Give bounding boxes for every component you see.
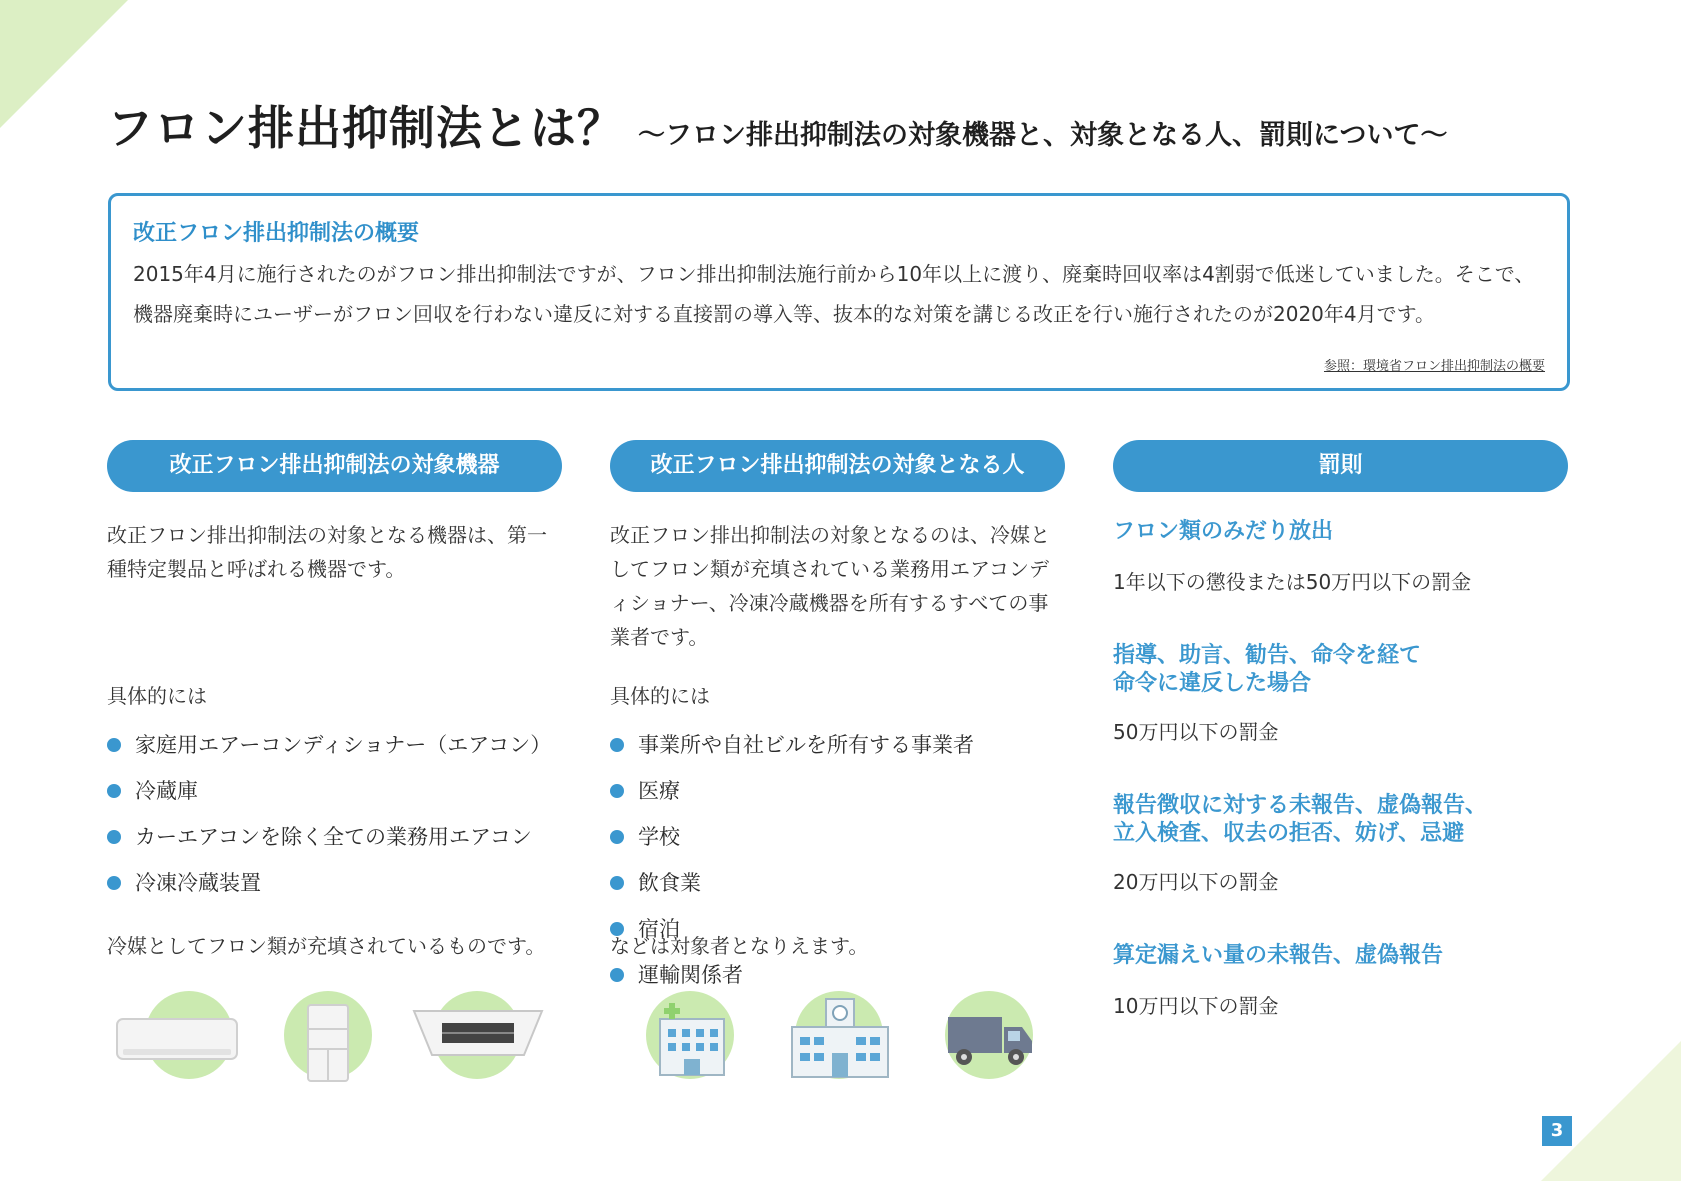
equipment-pill[interactable]: 改正フロン排出抑制法の対象機器	[107, 440, 562, 492]
page-title	[107, 92, 1587, 158]
bullet-icon	[610, 876, 624, 890]
bullet-icon	[107, 738, 121, 752]
penalty-text: 10万円以下の罰金	[1113, 994, 1279, 1018]
list-item: 学校	[610, 814, 852, 860]
penalties-pill[interactable]: 罰則	[1113, 440, 1568, 492]
list-item: 冷凍冷蔵装置	[107, 860, 551, 906]
bullet-icon	[610, 738, 624, 752]
equipment-icons	[107, 985, 562, 1085]
bullet-icon	[107, 784, 121, 798]
penalty-text: 1年以下の懲役または50万円以下の罰金	[1113, 570, 1472, 594]
equipment-column	[107, 440, 562, 958]
bullet-icon	[610, 830, 624, 844]
list-item: 飲食業	[610, 860, 852, 906]
penalty-title: 報告徴収に対する未報告、虚偽報告、 立入検査、収去の拒否、妨げ、忌避	[1113, 793, 1488, 846]
bullet-icon	[610, 784, 624, 798]
persons-column	[610, 440, 1065, 987]
page-number: 3	[1542, 1116, 1572, 1146]
refrigerator-icon	[306, 1003, 350, 1083]
equipment-description: 改正フロン排出抑制法の対象となる機器は、第一種特定製品と呼ばれる機器です。	[107, 523, 547, 581]
equipment-list	[107, 722, 551, 906]
penalties-column	[1113, 440, 1568, 1018]
penalty-title: フロン類のみだり放出	[1113, 519, 1334, 544]
ceiling-ac-icon	[412, 1009, 544, 1059]
penalty-text: 20万円以下の罰金	[1113, 870, 1279, 894]
equipment-footnote: 冷媒としてフロン類が充填されているものです。	[107, 934, 546, 958]
corner-decoration-bottom-right	[1541, 1041, 1681, 1181]
list-item: カーエアコンを除く全ての業務用エアコン	[107, 814, 551, 860]
penalty-title: 指導、助言、勧告、命令を経て 命令に違反した場合	[1113, 643, 1422, 696]
equipment-specific-label: 具体的には	[107, 684, 207, 708]
overview-box	[108, 193, 1570, 391]
page-title-main: フロン排出抑制法とは？	[107, 101, 624, 155]
bullet-icon	[610, 968, 624, 982]
list-item: 家庭用エアーコンディショナー（エアコン）	[107, 722, 551, 768]
persons-footnote: などは対象者となりえます。	[610, 934, 869, 958]
persons-icons	[610, 985, 1065, 1085]
penalty-text: 50万円以下の罰金	[1113, 720, 1279, 744]
list-item: 冷蔵庫	[107, 768, 551, 814]
bullet-icon	[107, 830, 121, 844]
list-item: 宿泊	[610, 906, 852, 952]
persons-pill[interactable]: 改正フロン排出抑制法の対象となる人	[610, 440, 1065, 492]
hospital-icon	[650, 999, 734, 1083]
overview-body: 2015年4月に施行されたのがフロン排出抑制法ですが、フロン排出抑制法施行前から10年以上に渡り、廃棄時回収率は4割弱で低迷していました。そこで、機器廃棄時にユーザーがフロン回収を行わない違反に対する直接罰の導入等、抜本的な対策を講じる改正を行い施行されたのが2020年4月です。	[133, 262, 1535, 326]
school-icon	[788, 993, 892, 1083]
penalty-title: 算定漏えい量の未報告、虚偽報告	[1113, 943, 1444, 968]
list-item: 事業所や自社ビルを所有する事業者	[610, 722, 1065, 768]
persons-description: 改正フロン排出抑制法の対象となるのは、冷媒としてフロン類が充填されている業務用エアコンディショナー、冷凍冷蔵機器を所有するすべての事業者です。	[610, 523, 1050, 649]
overview-reference-link[interactable]: 参照：環境省フロン排出抑制法の概要	[1323, 359, 1545, 374]
bullet-icon	[107, 876, 121, 890]
page-title-sub: 〜フロン排出抑制法の対象機器と、対象となる人、罰則について〜	[638, 120, 1448, 151]
truck-icon	[946, 1013, 1034, 1069]
list-item: 医療	[610, 768, 852, 814]
overview-heading: 改正フロン排出抑制法の概要	[133, 221, 420, 246]
persons-specific-label: 具体的には	[610, 684, 710, 708]
air-conditioner-icon	[115, 1017, 241, 1067]
list-item: 運輸関係者	[610, 952, 1065, 998]
